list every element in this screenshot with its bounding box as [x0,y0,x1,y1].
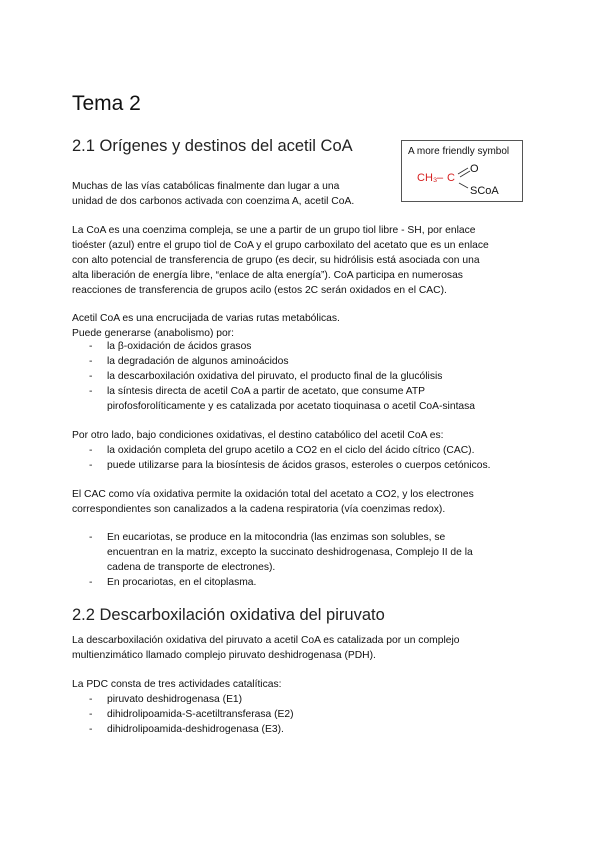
text-line: - la degradación de algunos aminoácidos [107,356,289,367]
pdh-paragraph [72,633,532,663]
text-line: - la descarboxilación oxidativa del piruvato, el producto final de la glucólisis [107,371,443,382]
text-line: tioéster (azul) entre el grupo tiol de CoA y el grupo carboxilato del acetato que es un enlace [72,240,489,251]
list-item [72,354,542,369]
text-line: - la oxidación completa del grupo acetilo a CO2 en el ciclo del ácido cítrico (CAC). [107,445,475,456]
cac-paragraph [72,487,532,517]
ch3-group: CH₃ [417,172,438,184]
list-item [72,339,542,354]
list-item [72,458,542,473]
section-heading-2-1: 2.1 Orígenes y destinos del acetil CoA [72,137,353,155]
text-line: pirofosforolíticamente y es catalizada por acetato tioquinasa o acetil CoA-sintasa [107,401,476,412]
text-line: Muchas de las vías catabólicas finalmente dan lugar a una [72,181,340,192]
text-line: - En procariotas, en el citoplasma. [107,577,257,588]
list-item [72,707,542,722]
destiny-intro [72,428,532,443]
scoa-group: SCoA [470,185,499,197]
oxygen-atom: O [470,163,479,175]
text-line: Puede generarse (anabolismo) por: [72,328,234,339]
carbon-atom: C [447,172,455,184]
text-line: La CoA es una coenzima compleja, se une a partir de un grupo tiol libre - SH, por enlace [72,225,476,236]
list-item [72,443,542,458]
activities-list [72,692,542,737]
text-line: con alto potencial de transferencia de grupo (es decir, su hidrólisis está asociada con una [72,255,480,266]
text-line: unidad de dos carbonos activada con coenzima A, acetil CoA. [72,196,355,207]
text-line: alta liberación de energía libre, “enlace de alta energía”). CoA participa en numerosas [72,270,463,281]
document-title: Tema 2 [72,92,141,115]
text-line: - piruvato deshidrogenasa (E1) [107,694,243,705]
sources-list [72,339,542,414]
coa-paragraph [72,223,532,298]
text-line: - la síntesis directa de acetil CoA a partir de acetato, que consume ATP [107,386,426,397]
text-line: La PDC consta de tres actividades catalíticas: [72,679,282,690]
text-line: Por otro lado, bajo condiciones oxidativas, el destino catabólico del acetil CoA es: [72,430,444,441]
text-line: Acetil CoA es una encrucijada de varias rutas metabólicas. [72,313,340,324]
list-item [72,384,542,414]
text-line: El CAC como vía oxidativa permite la oxidación total del acetato a CO2, y los electrones [72,489,474,500]
list-item [72,575,542,590]
text-line: - la β-oxidación de ácidos grasos [107,341,252,352]
list-item [72,369,542,384]
text-line: - dihidrolipoamida-S-acetiltransferasa (E2) [107,709,294,720]
text-line: multienzimático llamado complejo piruvato deshidrogenasa (PDH). [72,650,376,661]
text-line: La descarboxilación oxidativa del piruvato a acetil CoA es catalizada por un complejo [72,635,460,646]
list-item [72,692,542,707]
list-item [72,530,542,575]
section-heading-2-2: 2.2 Descarboxilación oxidativa del piruvato [72,606,385,624]
single-bond: – [437,172,444,184]
locations-list [72,530,542,590]
pdc-intro [72,677,532,692]
text-line: cadena de transporte de electrones). [107,562,276,573]
text-line: - puede utilizarse para la biosíntesis de ácidos grasos, esteroles o cuerpos cetónicos. [107,460,491,471]
intro-paragraph [72,179,532,209]
text-line: encuentran en la matriz, excepto la succinato deshidrogenasa, Complejo II de la [107,547,473,558]
text-line: - En eucariotas, se produce en la mitocondria (las enzimas son solubles, se [107,532,446,543]
text-line: correspondientes son canalizados a la cadena respiratoria (vía coenzimas redox). [72,504,446,515]
list-item [72,722,542,737]
crossroads-paragraph [72,311,532,341]
destinies-list [72,443,542,473]
figure-caption: A more friendly symbol [408,146,510,157]
text-line: - dihidrolipoamida-deshidrogenasa (E3). [107,724,284,735]
text-line: reacciones de transferencia de grupos acilo (estos 2C serán oxidados en el CAC). [72,285,447,296]
